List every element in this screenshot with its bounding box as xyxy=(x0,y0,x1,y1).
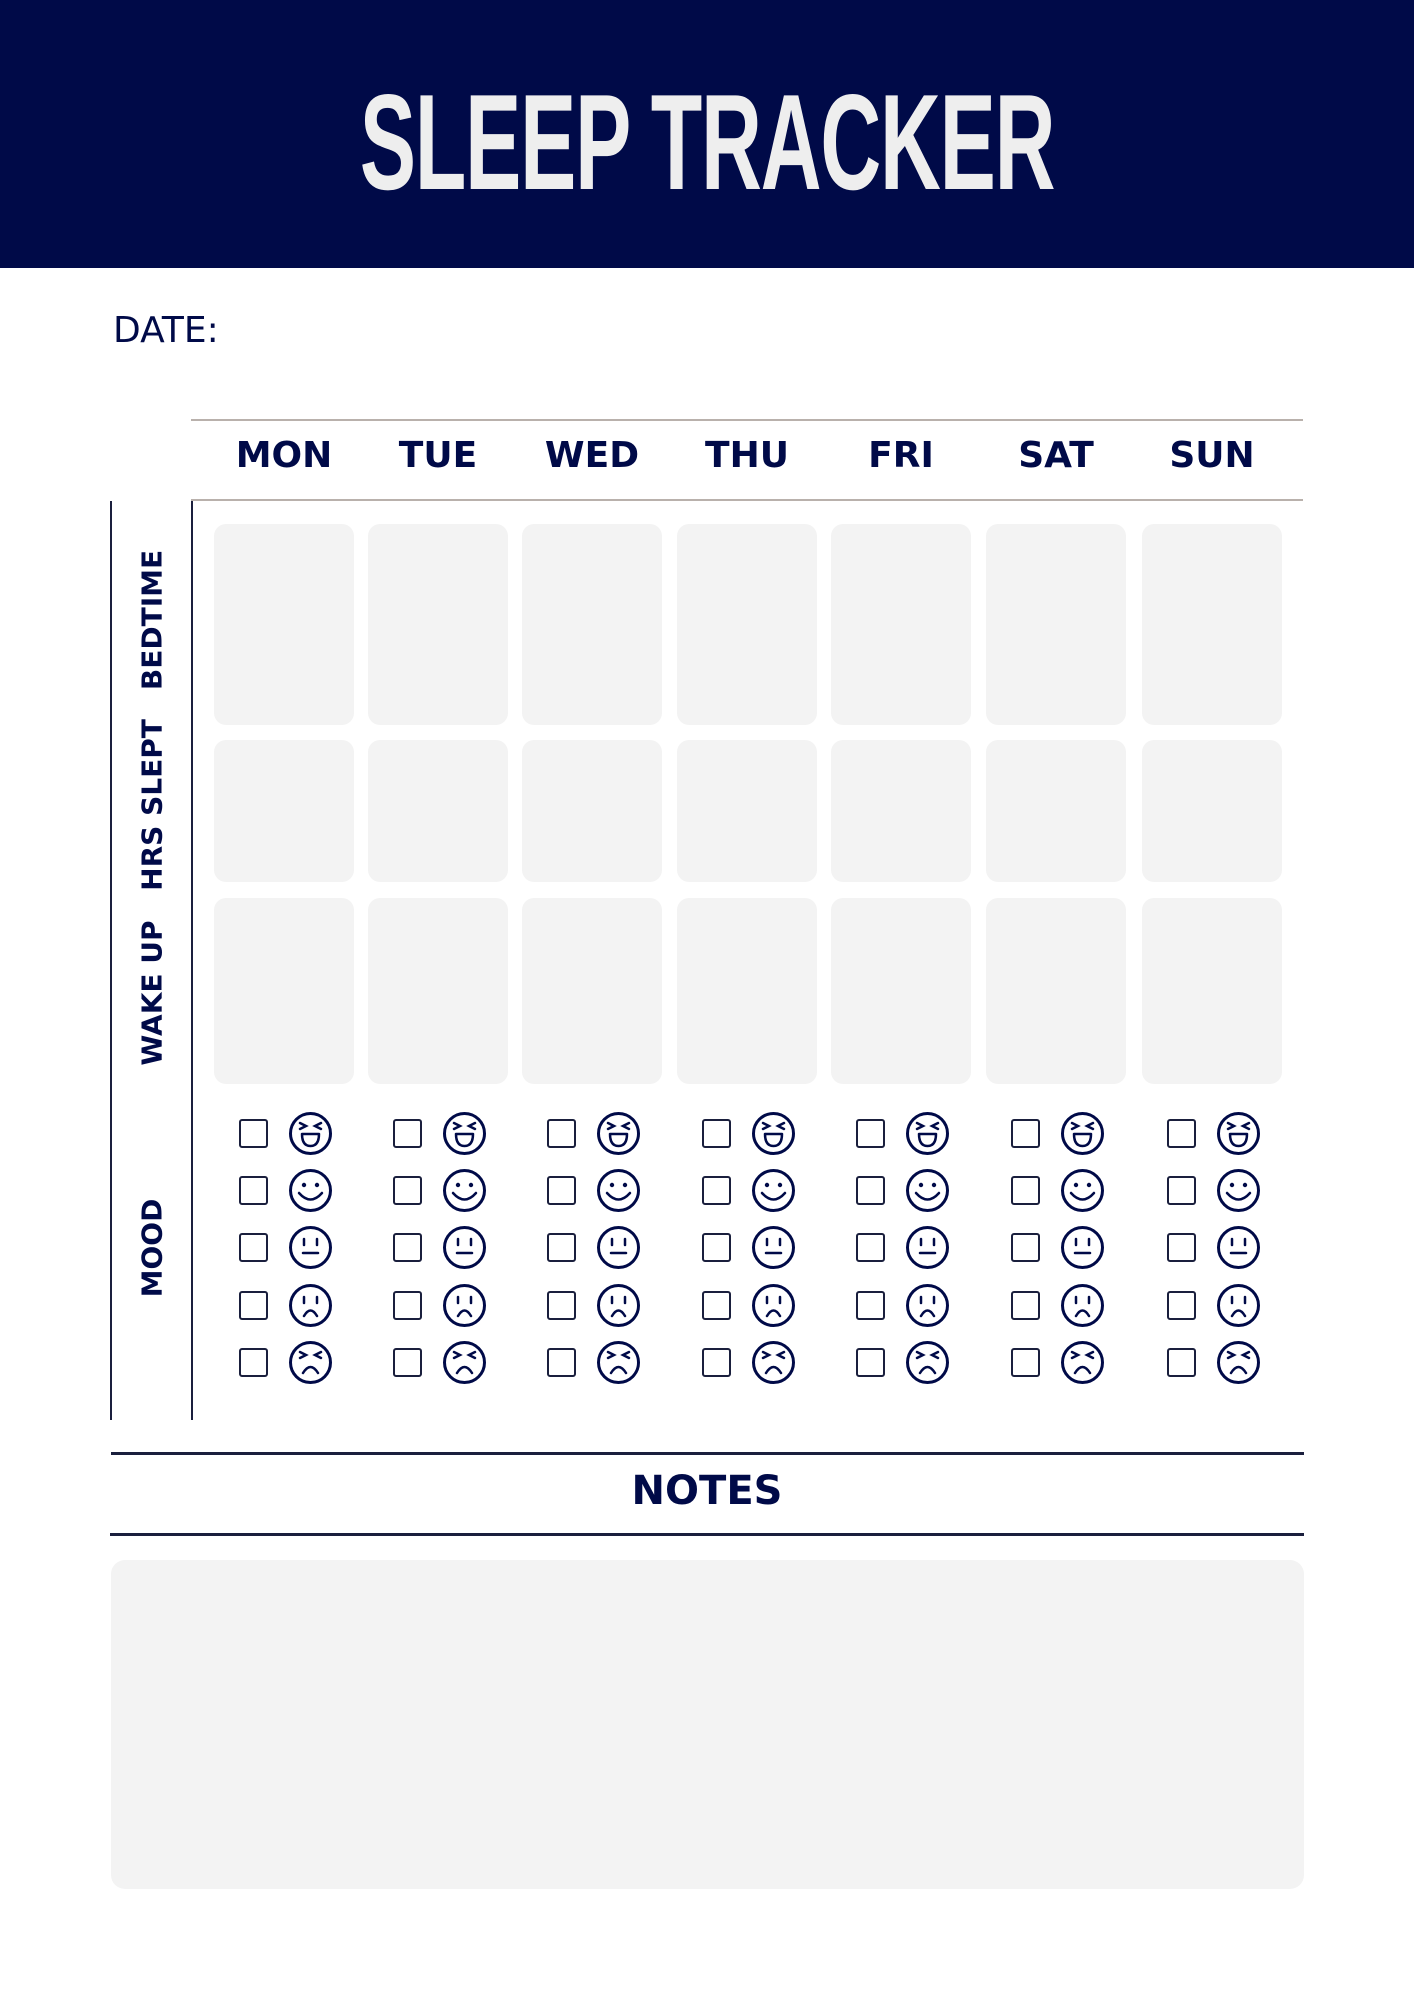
mood-checkbox-sun-angry-face[interactable] xyxy=(1167,1348,1196,1377)
laughing-face-icon xyxy=(596,1111,641,1156)
mood-checkbox-wed-smiling-face[interactable] xyxy=(547,1176,576,1205)
label-column-left-rule xyxy=(110,501,112,1420)
bedtime-cell-sun[interactable] xyxy=(1142,524,1282,725)
day-header-sun: SUN xyxy=(1169,435,1255,476)
row-label-text: HRS SLEPT xyxy=(135,719,169,891)
header-banner xyxy=(0,0,1414,268)
sad-face-icon xyxy=(288,1283,333,1328)
mood-checkbox-sat-neutral-face[interactable] xyxy=(1011,1233,1040,1262)
day-header-sat: SAT xyxy=(1018,435,1094,476)
angry-face-icon xyxy=(1060,1340,1105,1385)
laughing-face-icon xyxy=(1216,1111,1261,1156)
row-label-text: WAKE UP xyxy=(135,920,169,1066)
day-header-tue: TUE xyxy=(398,435,478,476)
smiling-face-icon xyxy=(905,1168,950,1213)
page-title xyxy=(0,66,1414,218)
notes-area[interactable] xyxy=(111,1560,1304,1889)
neutral-face-icon xyxy=(905,1225,950,1270)
sad-face-icon xyxy=(1060,1283,1105,1328)
mood-checkbox-thu-smiling-face[interactable] xyxy=(702,1176,731,1205)
bedtime-cell-thu[interactable] xyxy=(677,524,817,725)
mood-checkbox-thu-sad-face[interactable] xyxy=(702,1291,731,1320)
day-header-top-rule xyxy=(191,419,1303,421)
sad-face-icon xyxy=(442,1283,487,1328)
mood-checkbox-fri-neutral-face[interactable] xyxy=(856,1233,885,1262)
mood-checkbox-sun-neutral-face[interactable] xyxy=(1167,1233,1196,1262)
sad-face-icon xyxy=(751,1283,796,1328)
bedtime-cell-tue[interactable] xyxy=(368,524,508,725)
mood-checkbox-fri-sad-face[interactable] xyxy=(856,1291,885,1320)
day-header-wed: WED xyxy=(544,435,640,476)
mood-checkbox-wed-sad-face[interactable] xyxy=(547,1291,576,1320)
mood-checkbox-mon-neutral-face[interactable] xyxy=(239,1233,268,1262)
notes-title: NOTES xyxy=(631,1468,783,1514)
neutral-face-icon xyxy=(1216,1225,1261,1270)
wake-up-cell-mon[interactable] xyxy=(214,898,354,1084)
mood-checkbox-sun-laughing-face[interactable] xyxy=(1167,1119,1196,1148)
mood-checkbox-fri-smiling-face[interactable] xyxy=(856,1176,885,1205)
mood-checkbox-sat-angry-face[interactable] xyxy=(1011,1348,1040,1377)
neutral-face-icon xyxy=(1060,1225,1105,1270)
mood-checkbox-sun-smiling-face[interactable] xyxy=(1167,1176,1196,1205)
mood-checkbox-sat-smiling-face[interactable] xyxy=(1011,1176,1040,1205)
bedtime-cell-sat[interactable] xyxy=(986,524,1126,725)
angry-face-icon xyxy=(1216,1340,1261,1385)
angry-face-icon xyxy=(288,1340,333,1385)
smiling-face-icon xyxy=(1060,1168,1105,1213)
wake-up-cell-wed[interactable] xyxy=(522,898,662,1084)
mood-checkbox-wed-angry-face[interactable] xyxy=(547,1348,576,1377)
mood-checkbox-mon-laughing-face[interactable] xyxy=(239,1119,268,1148)
date-label: DATE: xyxy=(113,310,219,351)
laughing-face-icon xyxy=(751,1111,796,1156)
day-header-bottom-rule xyxy=(191,499,1303,501)
hrs-slept-cell-thu[interactable] xyxy=(677,740,817,882)
wake-up-cell-tue[interactable] xyxy=(368,898,508,1084)
neutral-face-icon xyxy=(442,1225,487,1270)
neutral-face-icon xyxy=(751,1225,796,1270)
laughing-face-icon xyxy=(288,1111,333,1156)
mood-checkbox-thu-angry-face[interactable] xyxy=(702,1348,731,1377)
hrs-slept-cell-wed[interactable] xyxy=(522,740,662,882)
notes-top-rule xyxy=(111,1452,1304,1455)
row-label-text: BEDTIME xyxy=(135,549,169,691)
mood-checkbox-mon-angry-face[interactable] xyxy=(239,1348,268,1377)
mood-checkbox-tue-laughing-face[interactable] xyxy=(393,1119,422,1148)
wake-up-cell-sun[interactable] xyxy=(1142,898,1282,1084)
wake-up-cell-thu[interactable] xyxy=(677,898,817,1084)
mood-checkbox-mon-sad-face[interactable] xyxy=(239,1291,268,1320)
mood-checkbox-sun-sad-face[interactable] xyxy=(1167,1291,1196,1320)
row-label-text: MOOD xyxy=(135,1198,169,1298)
mood-checkbox-fri-laughing-face[interactable] xyxy=(856,1119,885,1148)
wake-up-cell-sat[interactable] xyxy=(986,898,1126,1084)
hrs-slept-cell-sun[interactable] xyxy=(1142,740,1282,882)
page-title-text: SLEEP TRACKER xyxy=(359,66,1055,218)
mood-checkbox-sat-laughing-face[interactable] xyxy=(1011,1119,1040,1148)
label-column-right-rule xyxy=(191,501,193,1420)
mood-checkbox-thu-neutral-face[interactable] xyxy=(702,1233,731,1262)
wake-up-cell-fri[interactable] xyxy=(831,898,971,1084)
hrs-slept-cell-fri[interactable] xyxy=(831,740,971,882)
mood-checkbox-sat-sad-face[interactable] xyxy=(1011,1291,1040,1320)
angry-face-icon xyxy=(596,1340,641,1385)
angry-face-icon xyxy=(905,1340,950,1385)
mood-checkbox-tue-sad-face[interactable] xyxy=(393,1291,422,1320)
hrs-slept-cell-mon[interactable] xyxy=(214,740,354,882)
smiling-face-icon xyxy=(1216,1168,1261,1213)
neutral-face-icon xyxy=(596,1225,641,1270)
sad-face-icon xyxy=(905,1283,950,1328)
laughing-face-icon xyxy=(442,1111,487,1156)
mood-checkbox-fri-angry-face[interactable] xyxy=(856,1348,885,1377)
mood-checkbox-mon-smiling-face[interactable] xyxy=(239,1176,268,1205)
notes-bottom-rule xyxy=(110,1533,1304,1536)
bedtime-cell-wed[interactable] xyxy=(522,524,662,725)
mood-checkbox-wed-neutral-face[interactable] xyxy=(547,1233,576,1262)
smiling-face-icon xyxy=(751,1168,796,1213)
day-header-fri: FRI xyxy=(868,435,934,476)
mood-checkbox-thu-laughing-face[interactable] xyxy=(702,1119,731,1148)
angry-face-icon xyxy=(751,1340,796,1385)
smiling-face-icon xyxy=(288,1168,333,1213)
sad-face-icon xyxy=(1216,1283,1261,1328)
date-field[interactable] xyxy=(215,306,715,356)
sad-face-icon xyxy=(596,1283,641,1328)
laughing-face-icon xyxy=(905,1111,950,1156)
smiling-face-icon xyxy=(596,1168,641,1213)
laughing-face-icon xyxy=(1060,1111,1105,1156)
smiling-face-icon xyxy=(442,1168,487,1213)
day-header-mon: MON xyxy=(235,435,333,476)
hrs-slept-cell-sat[interactable] xyxy=(986,740,1126,882)
bedtime-cell-fri[interactable] xyxy=(831,524,971,725)
mood-checkbox-tue-smiling-face[interactable] xyxy=(393,1176,422,1205)
bedtime-cell-mon[interactable] xyxy=(214,524,354,725)
neutral-face-icon xyxy=(288,1225,333,1270)
angry-face-icon xyxy=(442,1340,487,1385)
mood-checkbox-tue-angry-face[interactable] xyxy=(393,1348,422,1377)
mood-checkbox-wed-laughing-face[interactable] xyxy=(547,1119,576,1148)
hrs-slept-cell-tue[interactable] xyxy=(368,740,508,882)
day-header-thu: THU xyxy=(705,435,789,476)
mood-checkbox-tue-neutral-face[interactable] xyxy=(393,1233,422,1262)
